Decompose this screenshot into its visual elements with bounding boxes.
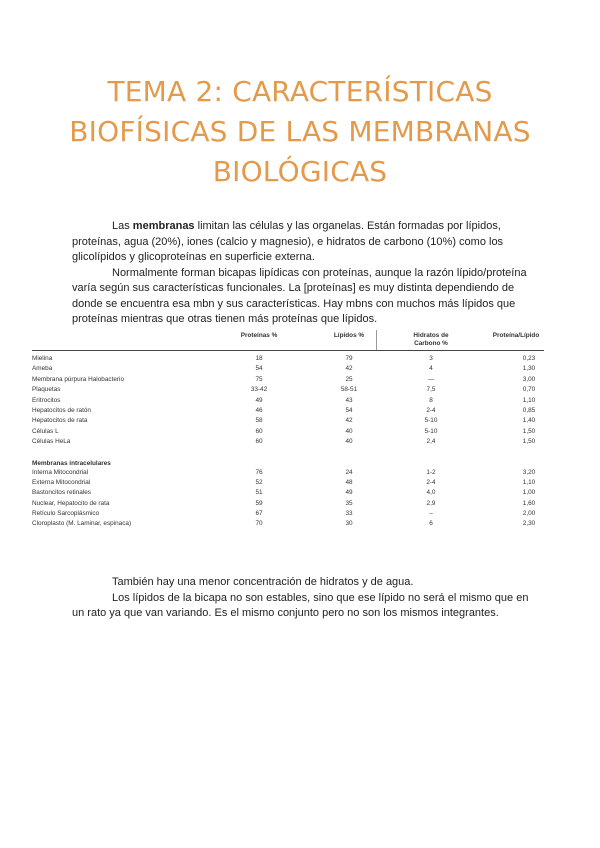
row-label: Bastoncitos retinales [32, 489, 91, 497]
row-value: 54 [255, 365, 263, 373]
row-value: 4 [429, 365, 433, 373]
row-value: 7,5 [426, 386, 436, 394]
header-divider [376, 330, 377, 350]
row-value: 75 [255, 375, 263, 383]
header-hidratos-line-1: Hidratos de [413, 332, 449, 339]
intro-paragraphs [72, 219, 542, 328]
row-value: 58-51 [340, 386, 358, 394]
table-row [32, 396, 544, 406]
row-value: 2,9 [426, 499, 436, 507]
table-row [32, 478, 544, 488]
intro-paragraph-1 [72, 219, 542, 266]
section-label: Membranas intracelulares [32, 459, 111, 467]
row-value: 8 [429, 396, 433, 404]
row-label: Mielina [32, 355, 53, 362]
row-label: Cloroplasto (M. Laminar, espinaca) [32, 520, 132, 528]
row-value: 18 [255, 355, 263, 362]
header-hidratos-line-2: Carbono % [414, 340, 448, 347]
row-value: 46 [255, 406, 263, 414]
row-value: 67 [255, 510, 263, 518]
row-value: 1,50 [522, 427, 536, 435]
table-row [32, 385, 544, 395]
row-value: 70 [255, 520, 263, 528]
row-label: Hepatocitos de ratón [32, 406, 91, 414]
row-value: 24 [345, 468, 353, 476]
row-value: 1,10 [522, 396, 536, 404]
row-value: 40 [345, 438, 353, 446]
table-row [32, 406, 544, 416]
row-value: 25 [345, 375, 353, 383]
row-label: Interna Mitocondrial [32, 468, 89, 476]
table-header [32, 330, 544, 350]
table-row [32, 499, 544, 509]
row-value: 60 [255, 438, 263, 446]
title-line-2: BIOFÍSICAS DE LAS MEMBRANAS [69, 115, 531, 148]
row-value: 1,30 [522, 365, 536, 373]
row-value: 35 [345, 499, 353, 507]
table-row [32, 519, 544, 529]
cell-rows [32, 354, 544, 448]
header-hidratos [402, 332, 460, 348]
header-lipidos: Lípidos % [333, 332, 365, 339]
row-label: Nuclear, Hepatocito de rata [32, 499, 110, 507]
outro-paragraphs [72, 575, 542, 622]
row-value: 60 [255, 427, 263, 435]
header-proteina-lipido: Proteína/Lípido [492, 332, 540, 339]
row-value: 33-42 [250, 386, 268, 394]
header-proteinas: Proteínas % [240, 332, 278, 339]
row-label: Externa Mitocondrial [32, 478, 91, 486]
section-heading [32, 454, 544, 468]
row-value: 1,50 [522, 438, 536, 446]
row-value: 0,70 [522, 386, 536, 394]
row-value: 3,00 [522, 375, 536, 383]
row-value: 76 [255, 468, 263, 476]
row-label: Hepatocitos de rata [32, 417, 88, 425]
row-value: 42 [345, 417, 353, 425]
intro-p1-pre: Las [112, 220, 133, 232]
row-value: 33 [345, 510, 353, 518]
row-value: 6 [429, 520, 433, 528]
row-label: Células HeLa [32, 438, 71, 446]
row-value: 51 [255, 489, 263, 497]
row-value: 0,23 [522, 355, 536, 362]
intro-paragraph-2: Normalmente forman bicapas lipídicas con proteínas, aunque la razón lípido/proteína varía según sus características funcionales. La [proteínas] es muy distinta dependiendo de donde se encuentra esa mbn y sus características. Hay mbns con muchos más lípidos que proteínas mientras que otras tienen más proteínas que lípidos. [72, 266, 527, 325]
row-label: Eritrocitos [32, 396, 61, 404]
row-value: 42 [345, 365, 353, 373]
row-value: 48 [345, 478, 353, 486]
row-value: 1,40 [522, 417, 536, 425]
row-value: 40 [345, 427, 353, 435]
intro-p1-bold: membranas [132, 220, 195, 232]
row-value: 4,0 [426, 489, 436, 497]
row-value: 1-2 [426, 468, 436, 476]
row-value: 2-4 [426, 406, 436, 414]
row-value: 1,10 [522, 478, 536, 486]
title-line-3: BIOLÓGICAS [212, 155, 388, 188]
row-value: – [429, 510, 433, 518]
row-label: Células L [32, 427, 59, 435]
table-row [32, 416, 544, 426]
row-label: Plaquetas [32, 386, 61, 394]
row-value: 59 [255, 499, 263, 507]
row-value: 2,30 [522, 520, 536, 528]
table-row [32, 364, 544, 374]
row-label: Membrana púrpura Halobacterio [32, 375, 125, 383]
outro-paragraph-2: Los lípidos de la bicapa no son estables, sino que ese lípido no será el mismo que en un rato ya que van variando. Es el mismo conjunto pero no son los mismos integrantes. [72, 591, 529, 619]
row-value: 49 [255, 396, 263, 404]
row-value: — [427, 375, 435, 383]
row-value: 49 [345, 489, 353, 497]
row-value: 54 [345, 406, 353, 414]
header-rule [32, 350, 544, 351]
membrane-composition-table [32, 330, 544, 528]
table-row [32, 488, 544, 498]
row-label: Ameba [32, 365, 53, 373]
page-title [40, 72, 560, 192]
table-row [32, 468, 544, 478]
row-value: 5-10 [424, 427, 438, 435]
table-row [32, 375, 544, 385]
row-value: 43 [345, 396, 353, 404]
outro-paragraph-1: También hay una menor concentración de hidratos y de agua. [112, 576, 414, 588]
row-value: 1,60 [522, 499, 536, 507]
row-value: 79 [345, 355, 353, 362]
table-row [32, 427, 544, 437]
intracellular-rows [32, 468, 544, 530]
row-value: 1,00 [522, 489, 536, 497]
row-value: 58 [255, 417, 263, 425]
title-line-1: TEMA 2: CARACTERÍSTICAS [107, 75, 493, 108]
row-label: Retículo Sarcoplásmico [32, 510, 100, 518]
row-value: 2-4 [426, 478, 436, 486]
row-value: 3 [429, 355, 433, 362]
table-row [32, 354, 544, 364]
row-value: 2,00 [522, 510, 536, 518]
row-value: 5-10 [424, 417, 438, 425]
row-value: 2,4 [426, 438, 436, 446]
row-value: 3,20 [522, 468, 536, 476]
table-body [32, 354, 544, 530]
row-value: 30 [345, 520, 353, 528]
intro-p1-post: limitan las células y las organelas. Están formadas por lípidos, proteínas, agua (20%), iones (calcio y magnesio), e hidratos de carbono (10%) como los glicolípidos y glicoproteínas en superficie externa. [72, 220, 504, 263]
table-row [32, 437, 544, 447]
table-row [32, 509, 544, 519]
row-value: 0,85 [522, 406, 536, 414]
row-value: 52 [255, 478, 263, 486]
